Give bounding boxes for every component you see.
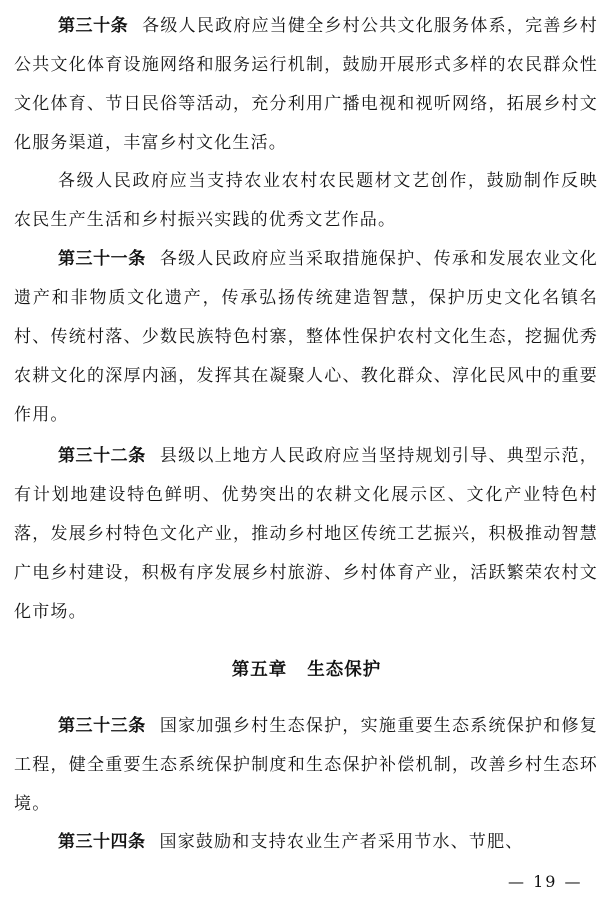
article-30-text-1: 各级人民政府应当健全乡村公共文化服务体系，完善乡村公共文化体育设施网络和服务运行机制，鼓励开展形式多样的农民群众性文化体育、节日民俗等活动，充分利用广播电视和视听网络，拓展乡村文化服务渠道，丰富乡村文化生活。 (14, 16, 599, 153)
article-30-paragraph-2 (14, 162, 598, 240)
article-34-text: 国家鼓励和支持农业生产者采用节水、节肥、 (159, 832, 524, 852)
article-30-number: 第三十条 (58, 16, 129, 36)
article-33-paragraph (14, 707, 598, 824)
article-32-number: 第三十二条 (58, 446, 146, 466)
article-31-number: 第三十一条 (58, 249, 146, 269)
article-31-text: 各级人民政府应当采取措施保护、传承和发展农业文化遗产和非物质文化遗产，传承弘扬传统建造智慧，保护历史文化名镇名村、传统村落、少数民族特色村寨，整体性保护农村文化生态，挖掘优秀农耕文化的深厚内涵，发挥其在凝聚人心、教化群众、淳化民风中的重要作用。 (14, 249, 598, 425)
page-number: — 19 — (508, 872, 583, 891)
article-33-text: 国家加强乡村生态保护，实施重要生态系统保护和修复工程，健全重要生态系统保护制度和生态保护补偿机制，改善乡村生态环境。 (14, 716, 598, 814)
article-30-paragraph-1 (14, 7, 598, 163)
article-30-text-2: 各级人民政府应当支持农业农村农民题材文艺创作，鼓励制作反映农民生产生活和乡村振兴实践的优秀文艺作品。 (14, 171, 598, 230)
chapter-title: 生态保护 (307, 660, 382, 680)
article-33-number: 第三十三条 (58, 716, 146, 736)
article-31-paragraph (14, 240, 598, 435)
article-34-paragraph (14, 823, 598, 862)
article-32-text: 县级以上地方人民政府应当坚持规划引导、典型示范，有计划地建设特色鲜明、优势突出的农耕文化展示区、文化产业特色村落，发展乡村特色文化产业，推动乡村地区传统工艺振兴，积极推动智慧广电乡村建设，积极有序发展乡村旅游、乡村体育产业，活跃繁荣农村文化市场。 (14, 446, 598, 622)
chapter-number: 第五章 (231, 660, 288, 680)
chapter-heading (0, 652, 613, 688)
article-34-number: 第三十四条 (58, 832, 146, 852)
article-32-paragraph (14, 437, 598, 632)
